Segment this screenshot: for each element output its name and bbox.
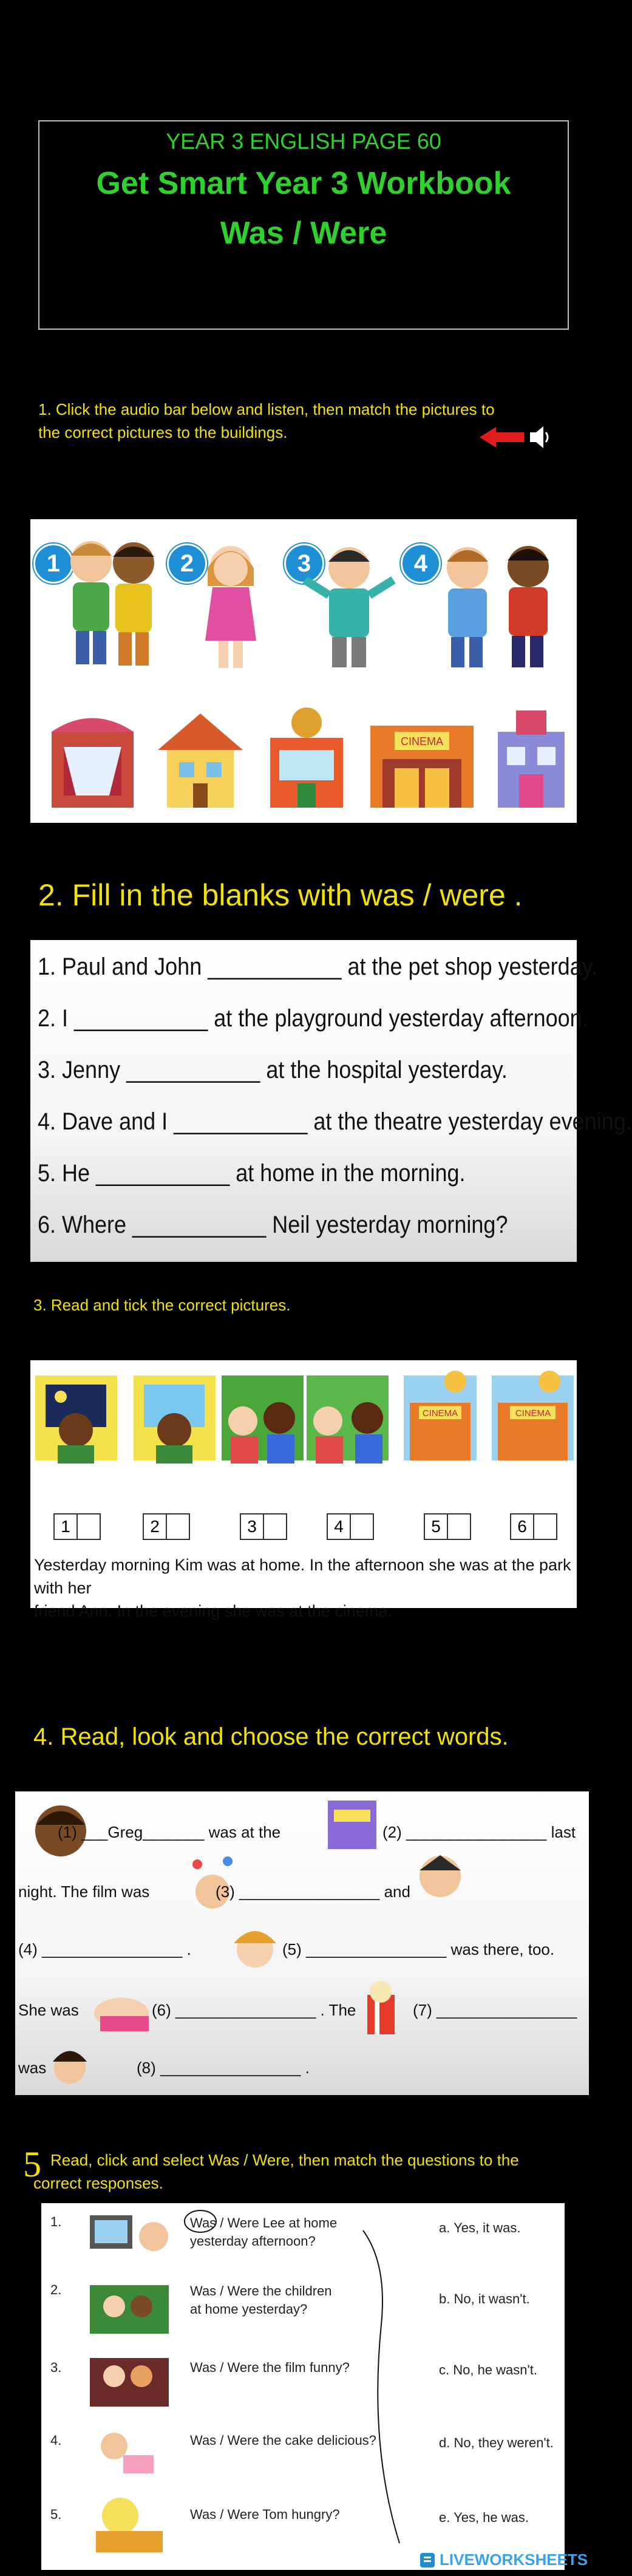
q2-item-2[interactable]: 2. I ___________ at the playground yesterday afternoon. [38, 1005, 588, 1032]
q4-row1-a[interactable]: (1) ___Greg_______ was at the [58, 1823, 281, 1841]
q4-row4-a: She was [18, 2001, 79, 2019]
q5-q4-number: 4. [50, 2433, 62, 2448]
q2-instruction: 2. Fill in the blanks with was / were . [38, 878, 523, 912]
match-line [363, 2230, 399, 2543]
badge-2: 2 [167, 543, 207, 584]
cinema-1-sign: CINEMA [422, 1408, 458, 1419]
q5-question-5[interactable]: Was / Were Tom hungry? [190, 2507, 340, 2522]
q4-panel [15, 1791, 589, 2095]
girl-face-icon [234, 1931, 276, 1968]
q3-panel [30, 1360, 577, 1620]
q5-question-4[interactable]: Was / Were the cake delicious? [190, 2433, 376, 2448]
q5-question-1[interactable] [190, 2214, 337, 2251]
tick-box-1-number: 1 [55, 1515, 78, 1539]
q5-q3-number: 3. [50, 2360, 62, 2375]
q5-instruction [33, 2148, 580, 2195]
q5-q2-number: 2. [50, 2282, 62, 2297]
q5-answer-d[interactable]: d. No, they weren't. [439, 2435, 554, 2450]
liveworksheets-icon [419, 2552, 436, 2569]
q5-question-1-line2: yesterday afternoon? [190, 2234, 316, 2249]
lee-computer-icon [90, 2215, 168, 2251]
tom-icon [96, 2498, 163, 2552]
cinema-icon [370, 726, 474, 808]
cinema-2-icon [492, 1371, 574, 1460]
q4-row5-b[interactable]: (8) ________________ . [137, 2059, 310, 2077]
q1-instruction-line2: the correct pictures to the buildings. [38, 423, 288, 441]
page-title: Get Smart Year 3 Workbook [96, 166, 511, 201]
tick-box-5-number: 5 [425, 1515, 448, 1539]
boy-shrug-icon [305, 547, 393, 667]
cinema-2-sign: CINEMA [515, 1408, 551, 1419]
q2-item-6[interactable]: 6. Where ___________ Neil yesterday morning? [38, 1211, 508, 1238]
tick-box-2[interactable] [143, 1513, 190, 1540]
q5-q1-number: 1. [50, 2214, 62, 2229]
film-watchers-icon [90, 2358, 169, 2407]
burger-shop-icon [270, 707, 343, 808]
q2-item-5[interactable]: 5. He ___________ at home in the morning. [38, 1160, 466, 1187]
house-icon [158, 714, 243, 808]
q5-answer-b[interactable]: b. No, it wasn't. [439, 2291, 530, 2306]
boys-pair-1-icon [70, 541, 154, 666]
children-tv-icon [90, 2285, 169, 2334]
sleeping-girl-icon [94, 1998, 149, 2031]
q4-row3-a[interactable]: (4) ________________ . [18, 1940, 191, 1958]
q5-answer-a[interactable]: a. Yes, it was. [439, 2220, 521, 2235]
girl-icon [205, 546, 256, 668]
sad-boy-icon [53, 2051, 87, 2084]
park-girls-2-icon [307, 1375, 389, 1463]
q1-instruction-line1: 1. Click the audio bar below and listen, then match the pictures to [38, 400, 495, 418]
q2-panel [30, 940, 632, 1262]
q4-row4-c[interactable]: (7) ________________ [413, 2001, 577, 2019]
q5-question-2[interactable] [190, 2282, 332, 2319]
badge-4: 4 [401, 543, 441, 584]
q5-panel [41, 2203, 565, 2570]
cinema-sign-text: CINEMA [400, 735, 444, 748]
children-illustration [30, 519, 577, 677]
kim-night-window-icon [35, 1375, 117, 1463]
q3-story-line2: friend Ann. In the evening she was at the cinema. [34, 1602, 392, 1620]
q5-question-1-line1: Was / Were Lee at home [190, 2215, 338, 2230]
boys-pair-2-icon [447, 546, 549, 667]
q5-question-2-line2: at home yesterday? [190, 2302, 308, 2317]
tick-box-6-number: 6 [511, 1515, 534, 1539]
tick-box-2-number: 2 [144, 1515, 167, 1539]
audio-arrow-icon[interactable] [477, 424, 556, 451]
tick-box-5[interactable] [424, 1513, 471, 1540]
cinema-1-icon [404, 1371, 477, 1460]
q3-story-line1: Yesterday morning Kim was at home. In the afternoon she was at the park with her [34, 1556, 571, 1597]
tick-box-3[interactable] [240, 1513, 287, 1540]
cake-boy-icon [101, 2433, 154, 2473]
q5-number: 5 [23, 2144, 41, 2184]
q5-answer-e[interactable]: e. Yes, he was. [439, 2510, 529, 2525]
park-girls-1-icon [222, 1375, 304, 1463]
q5-answer-c[interactable]: c. No, he wasn't. [439, 2362, 537, 2377]
buildings-illustration [30, 701, 577, 823]
q2-item-3[interactable]: 3. Jenny ___________ at the hospital yesterday. [38, 1057, 508, 1083]
theatre-icon [52, 718, 134, 808]
q5-instruction-line1: Read, click and select Was / Were, then match the questions to the [50, 2151, 519, 2169]
hospital-icon [498, 710, 565, 808]
q4-row3-b[interactable]: (5) ________________ was there, too. [282, 1940, 555, 1958]
q4-row5-a: was [18, 2059, 47, 2077]
q5-question-2-line1: Was / Were the children [190, 2283, 332, 2298]
cinema-small-icon [328, 1801, 376, 1849]
tick-box-4[interactable] [327, 1513, 374, 1540]
q4-row4-b[interactable]: (6) ________________ . The [152, 2001, 356, 2019]
q2-item-1[interactable]: 1. Paul and John ___________ at the pet shop yesterday. [38, 953, 598, 980]
q5-instruction-line2: correct responses. [33, 2174, 163, 2192]
q4-row2-a: night. The film was [18, 1883, 150, 1901]
q4-row1-b[interactable]: (2) ________________ last [382, 1823, 576, 1841]
kim-day-window-icon [134, 1375, 216, 1463]
page-label: YEAR 3 ENGLISH PAGE 60 [166, 129, 441, 154]
q3-instruction: 3. Read and tick the correct pictures. [33, 1296, 291, 1314]
q5-q5-number: 5. [50, 2507, 62, 2522]
tick-box-1[interactable] [53, 1513, 101, 1540]
title-box [38, 120, 569, 330]
q4-instruction: 4. Read, look and choose the correct words. [33, 1723, 509, 1750]
tick-box-4-number: 4 [328, 1515, 351, 1539]
liveworksheets-text: LIVEWORKSHEETS [440, 2550, 588, 2569]
q3-pictures [30, 1360, 577, 1506]
q5-question-3[interactable]: Was / Were the film funny? [190, 2360, 350, 2375]
badge-1: 1 [33, 543, 73, 584]
q3-story [34, 1553, 574, 1623]
pirates-icon [420, 1855, 461, 1897]
tick-box-3-number: 3 [241, 1515, 264, 1539]
page-subtitle: Was / Were [220, 216, 387, 251]
liveworksheets-logo[interactable] [419, 2550, 588, 2569]
popcorn-icon [367, 1981, 395, 2034]
q1-picture-panel [30, 519, 577, 823]
q2-item-4[interactable]: 4. Dave and I ___________ at the theatre yesterday evening. [38, 1108, 632, 1135]
q1-instruction [38, 398, 524, 444]
tick-box-6[interactable] [510, 1513, 557, 1540]
q4-row2-b[interactable]: (3) ________________ and [216, 1883, 410, 1901]
badge-3: 3 [284, 543, 324, 584]
audio-button[interactable] [477, 424, 556, 451]
